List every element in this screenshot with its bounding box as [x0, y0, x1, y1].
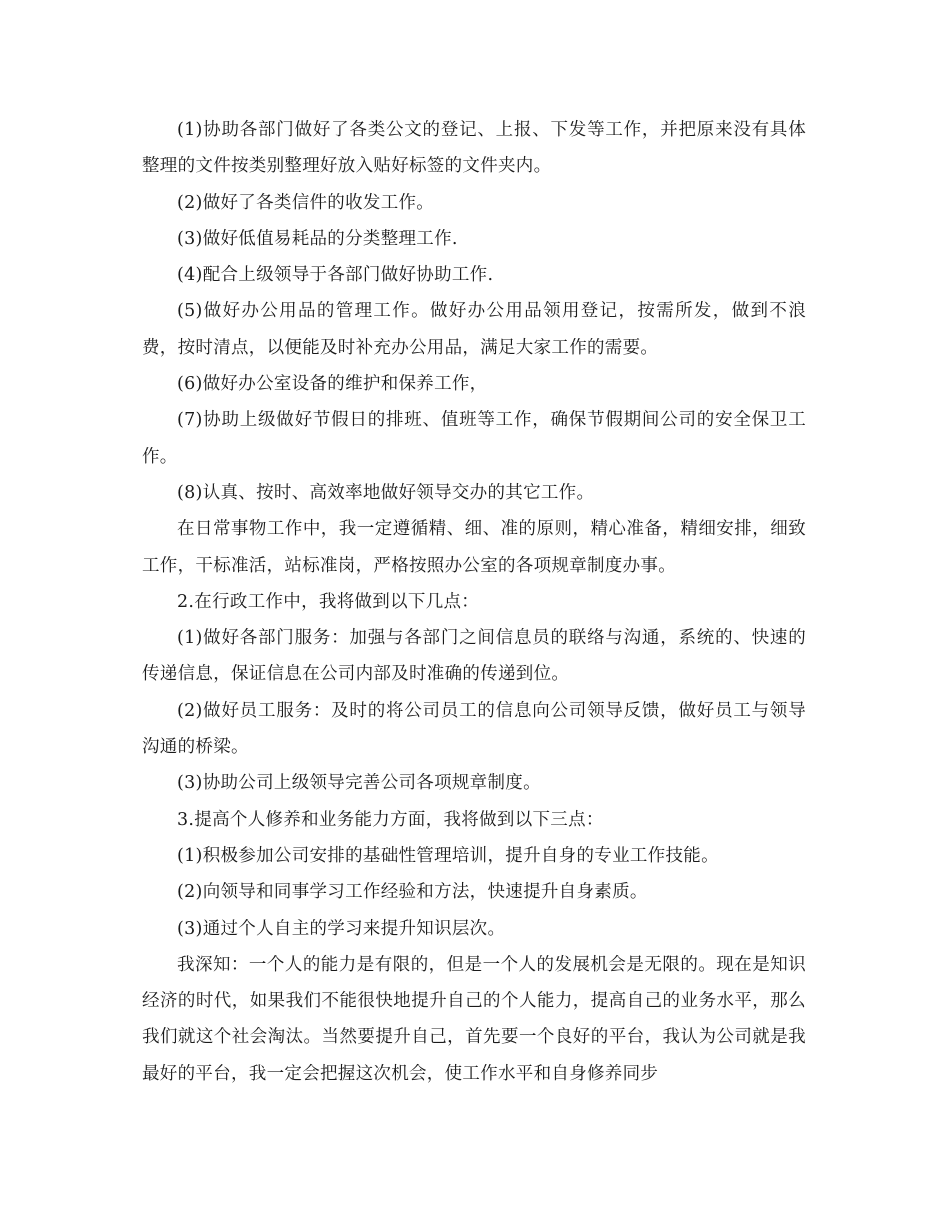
paragraph: 在日常事物工作中，我一定遵循精、细、准的原则，精心准备，精细安排，细致工作，干标准活，站标准岗，严格按照办公室的各项规章制度办事。 — [142, 519, 806, 576]
paragraph: (3)通过个人自主的学习来提升知识层次。 — [177, 918, 506, 939]
paragraph: (3)做好低值易耗品的分类整理工作. — [177, 228, 458, 249]
paragraph: (1)协助各部门做好了各类公文的登记、上报、下发等工作，并把原来没有具体整理的文件按类别整理好放入贴好标签的文件夹内。 — [142, 120, 806, 177]
section-heading: 3.提高个人修养和业务能力方面，我将做到以下三点： — [177, 809, 604, 830]
paragraph: (8)认真、按时、高效率地做好领导交办的其它工作。 — [177, 482, 595, 503]
paragraph: (6)做好办公室设备的维护和保养工作， — [177, 374, 488, 395]
paragraph: (1)积极参加公司安排的基础性管理培训，提升自身的专业工作技能。 — [177, 845, 719, 866]
paragraph: (4)配合上级领导于各部门做好协助工作. — [177, 265, 494, 286]
paragraph: (2)向领导和同事学习工作经验和方法，快速提升自身素质。 — [177, 882, 648, 903]
paragraph: (5)做好办公用品的管理工作。做好办公用品领用登记，按需所发，做到不浪费，按时清点，以便能及时补充办公用品，满足大家工作的需要。 — [142, 301, 806, 358]
document-page — [142, 112, 806, 1092]
section-heading: 2.在行政工作中，我将做到以下几点： — [177, 591, 480, 612]
paragraph: (2)做好员工服务：及时的将公司员工的信息向公司领导反馈，做好员工与领导沟通的桥梁。 — [142, 700, 806, 758]
paragraph: (1)做好各部门服务：加强与各部门之间信息员的联络与沟通，系统的、快速的传递信息，保证信息在公司内部及时准确的传递到位。 — [142, 628, 806, 685]
paragraph: (2)做好了各类信件的收发工作。 — [177, 192, 435, 213]
paragraph: 我深知：一个人的能力是有限的，但是一个人的发展机会是无限的。现在是知识经济的时代，如果我们不能很快地提升自己的个人能力，提高自己的业务水平，那么我们就这个社会淘汰。当然要提升自己，首先要一个良好的平台，我认为公司就是我最好的平台，我一定会把握这次机会，使工作水平和自身修养同步 — [142, 954, 806, 1084]
paragraph: (7)协助上级做好节假日的排班、值班等工作，确保节假期间公司的安全保卫工作。 — [142, 410, 806, 467]
paragraph: (3)协助公司上级领导完善公司各项规章制度。 — [177, 773, 541, 794]
